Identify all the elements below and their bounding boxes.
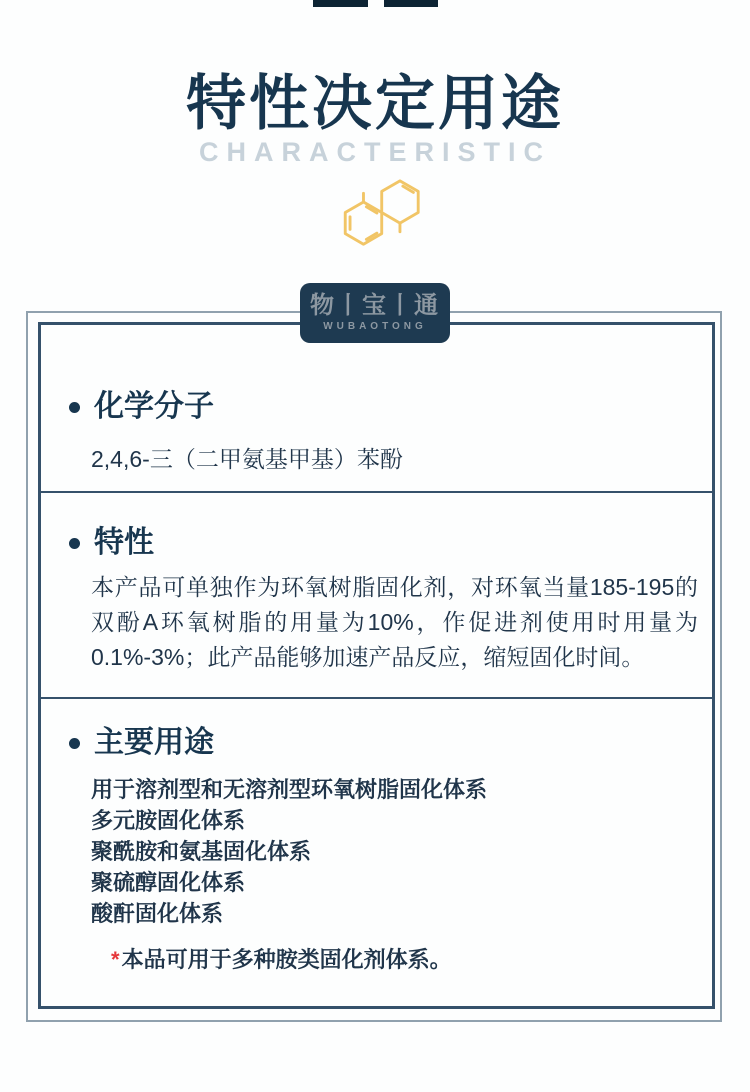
footnote-text: 本品可用于多种胺类固化剂体系。 [121,947,452,972]
top-tab-bar-right [384,0,438,7]
list-item: 聚硫醇固化体系 [91,870,246,895]
list-item: 聚酰胺和氨基固化体系 [91,839,312,864]
footnote [69,943,698,974]
bullet-dot [69,402,80,413]
characteristics-text: 本产品可单独作为环氧树脂固化剂，对环氧当量185-195的双酚A环氧树脂的用量为10%，作促进剂使用时用量为0.1%-3%；此产品能够加速产品反应，缩短固化时间。 [91,574,698,670]
list-item: 酸酐固化体系 [91,901,224,926]
list-item: 多元胺固化体系 [91,808,246,833]
list-item: 用于溶剂型和无溶剂型环氧树脂固化体系 [91,777,488,802]
benzene-rings-icon [327,177,423,249]
section-heading: 特性 [94,526,154,559]
brand-badge [300,283,450,343]
brand-name-cn: 物丨宝丨通 [310,292,440,319]
bullet-dot [69,538,80,549]
section-heading: 主要用途 [94,726,214,759]
section-main-uses [41,697,712,1006]
bullet-dot [69,738,80,749]
chemical-name-text: 2,4,6-三（二甲氨基甲基）苯酚 [91,446,403,472]
uses-list [69,774,698,929]
panel-inner-box [38,322,715,1009]
top-tab-bar-left [313,0,368,7]
section-chemical-molecule [41,325,712,491]
section-characteristics [41,491,712,697]
section-heading: 化学分子 [94,390,214,423]
brand-name-en: WUBAOTONG [323,321,427,332]
page-title: 特性决定用途 [186,70,564,137]
page-subtitle: CHARACTERISTIC [199,137,551,167]
asterisk-mark: * [111,947,120,972]
